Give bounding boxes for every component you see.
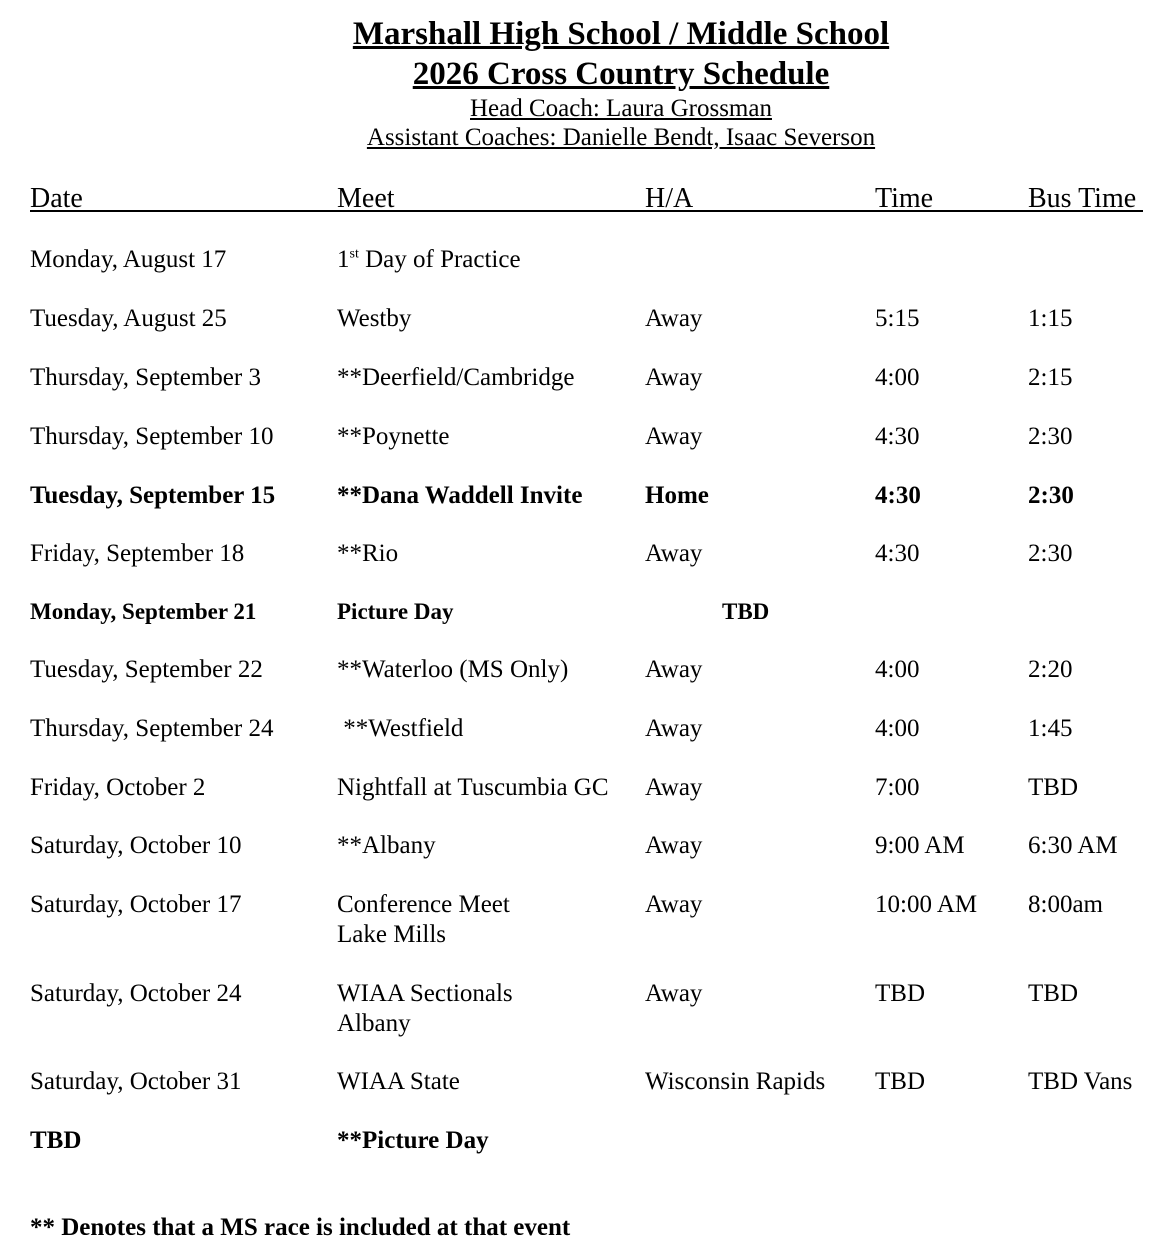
row-ha: Away bbox=[645, 891, 703, 918]
row-meet: 1st Day of Practice bbox=[337, 246, 521, 273]
row-meet: WIAA Sectionals Albany bbox=[337, 980, 513, 1037]
row-date: Saturday, October 24 bbox=[30, 980, 242, 1007]
row-date: Monday, August 17 bbox=[30, 246, 227, 273]
row-ha: Away bbox=[645, 832, 703, 859]
schedule-title: 2026 Cross Country Schedule bbox=[412, 56, 830, 92]
row-time: 9:00 AM bbox=[875, 832, 965, 859]
row-meet: **Poynette bbox=[337, 423, 450, 450]
row-date: Saturday, October 17 bbox=[30, 891, 242, 918]
row-time: 4:30 bbox=[875, 423, 920, 450]
row-time: TBD bbox=[875, 980, 925, 1007]
row-meet: Westby bbox=[337, 305, 412, 332]
row-bus-time: 2:30 bbox=[1028, 482, 1074, 509]
row-bus-time: 2:30 bbox=[1028, 540, 1073, 567]
row-time: 5:15 bbox=[875, 305, 920, 332]
row-ha: Away bbox=[645, 715, 703, 742]
row-bus-time: 2:15 bbox=[1028, 364, 1073, 391]
row-bus-time: 8:00am bbox=[1028, 891, 1103, 918]
school-name: Marshall High School / Middle School bbox=[352, 16, 890, 52]
row-date: Thursday, September 10 bbox=[30, 423, 274, 450]
row-bus-time: 1:45 bbox=[1028, 715, 1073, 742]
row-ha: Away bbox=[645, 656, 703, 683]
row-date: Friday, October 2 bbox=[30, 774, 206, 801]
row-date: Thursday, September 3 bbox=[30, 364, 261, 391]
row-time: 4:30 bbox=[875, 482, 921, 509]
document-header bbox=[0, 14, 1170, 152]
row-date: Tuesday, September 15 bbox=[30, 482, 276, 509]
row-meet: **Deerfield/Cambridge bbox=[337, 364, 575, 391]
row-bus-time: TBD bbox=[1028, 980, 1078, 1007]
row-ha: Away bbox=[645, 364, 703, 391]
row-meet: **Dana Waddell Invite bbox=[337, 482, 583, 509]
row-meet: Nightfall at Tuscumbia GC bbox=[337, 774, 609, 801]
row-meet: Conference Meet Lake Mills bbox=[337, 891, 510, 948]
row-time: 4:00 bbox=[875, 715, 920, 742]
row-date: Thursday, September 24 bbox=[30, 715, 274, 742]
row-ha: Away bbox=[645, 305, 703, 332]
row-date: Tuesday, August 25 bbox=[30, 305, 227, 332]
column-header-date: Date bbox=[30, 183, 83, 214]
assistant-coaches: Assistant Coaches: Danielle Bendt, Isaac Severson bbox=[366, 124, 876, 151]
row-bus-time: 2:30 bbox=[1028, 423, 1073, 450]
row-time: 4:30 bbox=[875, 540, 920, 567]
row-note: TBD bbox=[722, 599, 770, 624]
head-coach: Head Coach: Laura Grossman bbox=[470, 95, 772, 122]
row-meet: **Rio bbox=[337, 540, 399, 567]
row-time: 4:00 bbox=[875, 364, 920, 391]
row-meet: **Waterloo (MS Only) bbox=[337, 656, 569, 683]
row-ha: Away bbox=[645, 423, 703, 450]
row-ha: Home bbox=[645, 482, 709, 509]
header-underline bbox=[30, 210, 1143, 212]
column-header-ha: H/A bbox=[645, 183, 694, 214]
row-date: Monday, September 21 bbox=[30, 599, 257, 624]
row-meet: **Westfield bbox=[337, 715, 464, 742]
column-header-time: Time bbox=[875, 183, 934, 214]
row-date: Tuesday, September 22 bbox=[30, 656, 263, 683]
footnote: ** Denotes that a MS race is included at that event bbox=[30, 1214, 571, 1241]
row-date: Saturday, October 31 bbox=[30, 1068, 242, 1095]
row-ha: Away bbox=[645, 980, 703, 1007]
row-time: 4:00 bbox=[875, 656, 920, 683]
row-ha: Away bbox=[645, 540, 703, 567]
row-time: TBD bbox=[875, 1068, 925, 1095]
row-date: TBD bbox=[30, 1127, 82, 1154]
row-time: 7:00 bbox=[875, 774, 920, 801]
row-bus-time: TBD bbox=[1028, 774, 1078, 801]
row-meet: Picture Day bbox=[337, 599, 454, 624]
row-bus-time: TBD Vans bbox=[1028, 1068, 1133, 1095]
column-header-meet: Meet bbox=[337, 183, 395, 214]
row-meet: **Albany bbox=[337, 832, 436, 859]
row-bus-time: 2:20 bbox=[1028, 656, 1073, 683]
row-bus-time: 6:30 AM bbox=[1028, 832, 1118, 859]
row-meet: WIAA State bbox=[337, 1068, 460, 1095]
column-header-bus-time: Bus Time bbox=[1028, 183, 1137, 214]
row-meet: **Picture Day bbox=[337, 1127, 489, 1154]
row-ha: Away bbox=[645, 774, 703, 801]
row-date: Friday, September 18 bbox=[30, 540, 245, 567]
row-ha: Wisconsin Rapids bbox=[645, 1068, 826, 1095]
row-date: Saturday, October 10 bbox=[30, 832, 242, 859]
row-bus-time: 1:15 bbox=[1028, 305, 1073, 332]
row-time: 10:00 AM bbox=[875, 891, 978, 918]
